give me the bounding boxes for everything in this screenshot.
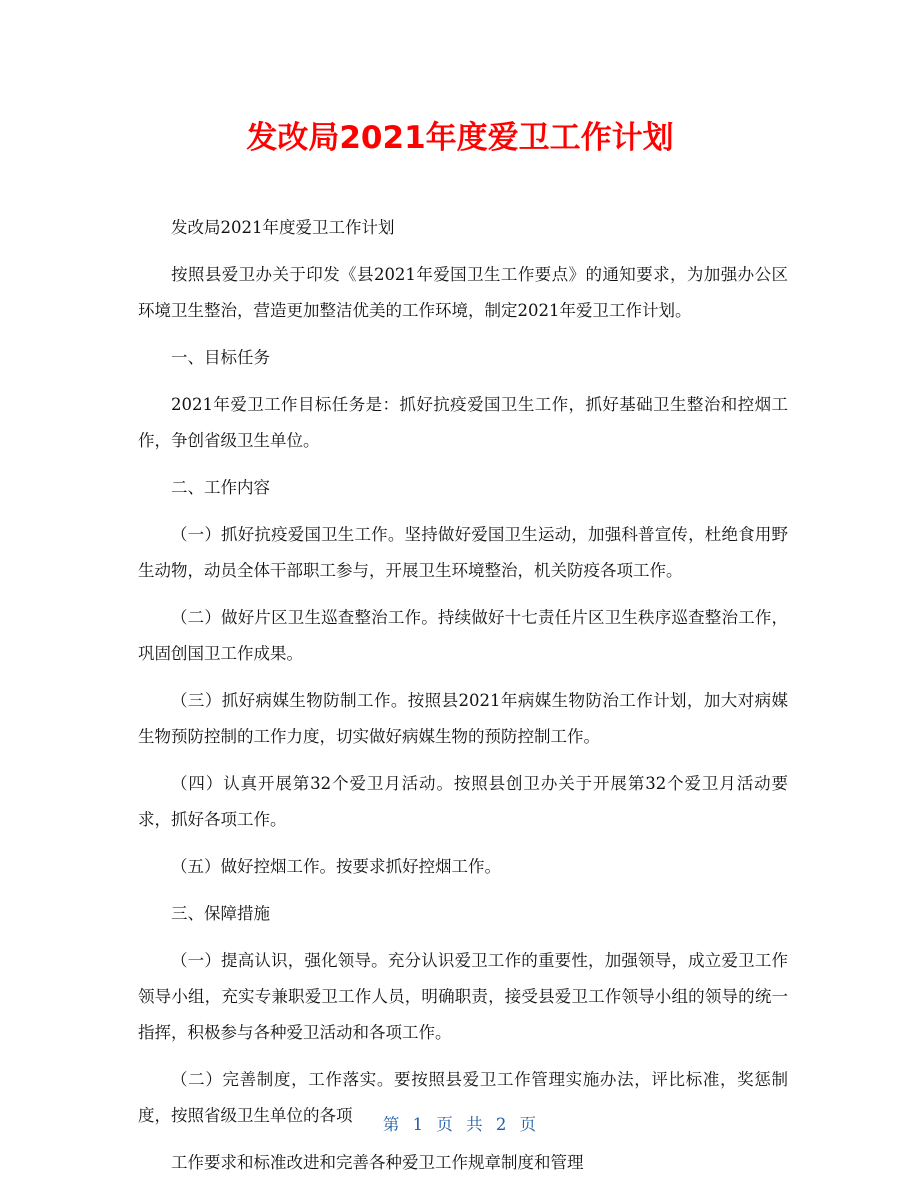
paragraph-measures-continued: 工作要求和标准改进和完善各种爱卫工作规章制度和管理 [171,1153,584,1172]
document-title: 发改局2021年度爱卫工作计划 [246,120,674,156]
footer-total-pages: 2 [495,1115,508,1134]
paragraph-intro: 按照县爱卫办关于印发《县2021年爱国卫生工作要点》的通知要求，为加强办公区环境卫生整治，营造更加整洁优美的工作环境，制定2021年爱卫工作计划。 [138,265,788,320]
footer-label-page: 第 [382,1115,401,1134]
section-heading-measures: 三、保障措施 [171,904,270,923]
section-heading-goals: 一、目标任务 [171,348,270,367]
paragraph-content-1: （一）抓好抗疫爱国卫生工作。坚持做好爱国卫生运动，加强科普宣传，杜绝食用野生动物，动员全体干部职工参与，开展卫生环境整治，机关防疫各项工作。 [138,525,788,580]
paragraph-content-2: （二）做好片区卫生巡查整治工作。持续做好十七责任片区卫生秩序巡查整治工作，巩固创国卫工作成果。 [138,608,788,663]
paragraph-content-3: （三）抓好病媒生物防制工作。按照县2021年病媒生物防治工作计划，加大对病媒生物预防控制的工作力度，切实做好病媒生物的预防控制工作。 [138,691,788,746]
document-body [138,210,788,1192]
paragraph-goals: 2021年爱卫工作目标任务是：抓好抗疫爱国卫生工作，抓好基础卫生整治和控烟工作，争创省级卫生单位。 [138,395,788,450]
page-number-footer [0,1111,920,1135]
paragraph-measures-2: （二）完善制度，工作落实。要按照县爱卫工作管理实施办法，评比标准，奖惩制度，按照省级卫生单位的各项 [138,1070,788,1125]
paragraph-heading-repeat: 发改局2021年度爱卫工作计划 [171,218,395,237]
paragraph-content-5: （五）做好控烟工作。按要求抓好控烟工作。 [171,857,501,876]
section-heading-content: 二、工作内容 [171,478,270,497]
paragraph-measures-1: （一）提高认识，强化领导。充分认识爱卫工作的重要性，加强领导，成立爱卫工作领导小组，充实专兼职爱卫工作人员，明确职责，接受县爱卫工作领导小组的领导的统一指挥，积极参与各种爱卫活动和各项工作。 [138,951,788,1042]
paragraph-content-4: （四）认真开展第32个爱卫月活动。按照县创卫办关于开展第32个爱卫月活动要求，抓好各项工作。 [138,774,788,829]
footer-label-page-unit: 页 [436,1115,454,1134]
footer-label-total: 共 [466,1115,484,1134]
footer-label-total-unit: 页 [519,1115,538,1134]
footer-current-page: 1 [412,1115,425,1134]
